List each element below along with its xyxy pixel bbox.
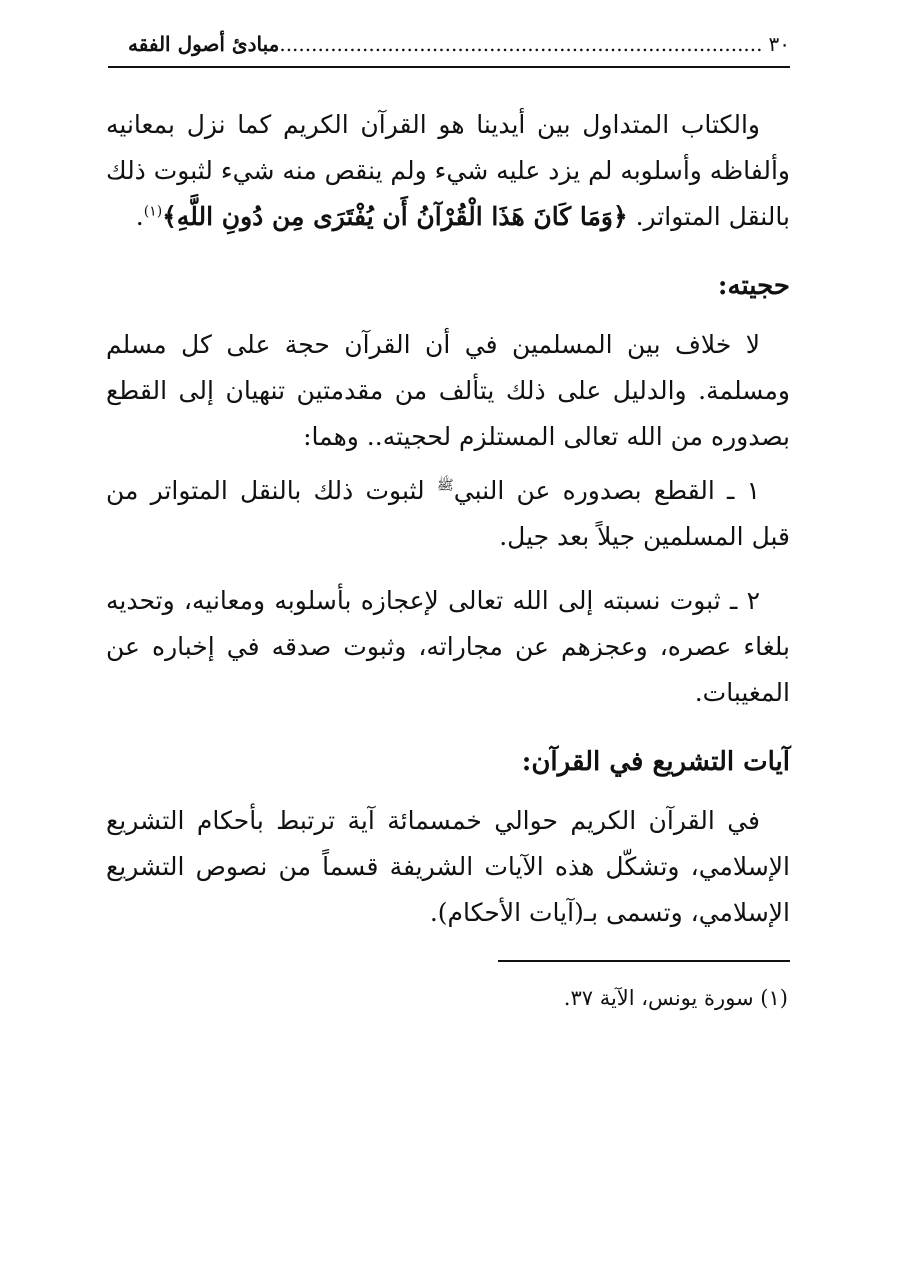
point-2 — [106, 578, 790, 716]
point-1-text-b: لثبوت ذلك بالنقل المتواتر من قبل المسلمين جيلاً بعد جيل. — [106, 476, 790, 551]
quran-quote: ﴿وَمَا كَانَ هَذَا الْقُرْآنُ أَن يُفْتَرَى مِن دُونِ اللَّهِ﴾ — [162, 202, 628, 231]
hujjiyya-text: لا خلاف بين المسلمين في أن القرآن حجة على كل مسلم ومسلمة. والدليل على ذلك يتألف من مقدمتين تنهيان إلى القطع بصدوره من الله تعالى المستلزم لحجيته.. وهما: — [106, 330, 790, 451]
header-line — [128, 26, 790, 62]
page-number: ٣٠ — [768, 32, 790, 56]
point-1 — [106, 468, 790, 560]
intro-text: والكتاب المتداول بين أيدينا هو القرآن الكريم كما نزل بمعانيه وألفاظه وأسلوبه لم يزد عليه شيء ولم ينقص منه شيء لثبوت ذلك بالنقل المتواتر. — [106, 110, 790, 231]
ayat-tashri-text: في القرآن الكريم حوالي خمسمائة آية ترتبط بأحكام التشريع الإسلامي، وتشكّل هذه الآيات الشريفة قسماً من نصوص التشريع الإسلامي، وتسمى بـ(آيات الأحكام). — [106, 806, 790, 927]
intro-paragraph — [106, 102, 790, 240]
book-title: مبادئ أصول الفقه — [128, 32, 280, 56]
section-heading-hujjiyya: حجيته: — [717, 271, 790, 301]
running-header — [108, 30, 790, 68]
intro-end: . — [135, 202, 144, 231]
ayat-tashri-paragraph — [106, 798, 790, 936]
point-2-text: ٢ ـ ثبوت نسبته إلى الله تعالى لإعجازه بأسلوبه ومعانيه، وتحديه بلغاء عصره، وعجزهم عن مجاراته، وثبوت صدقه في إخباره عن المغيبات. — [106, 586, 790, 707]
hujjiyya-paragraph — [106, 322, 790, 460]
footnote-marker: (١) — [143, 203, 163, 220]
point-1-text-a: ١ ـ القطع بصدوره عن النبي — [453, 476, 760, 505]
section-heading-ayat-tashri: آيات التشريع في القرآن: — [521, 747, 790, 777]
footnote-1: (١) سورة يونس، الآية ٣٧. — [563, 986, 788, 1010]
leader-dots: ............................................................................ — [279, 32, 763, 56]
footnote-separator — [498, 960, 790, 962]
honorific-symbol: ﷺ — [436, 477, 454, 494]
